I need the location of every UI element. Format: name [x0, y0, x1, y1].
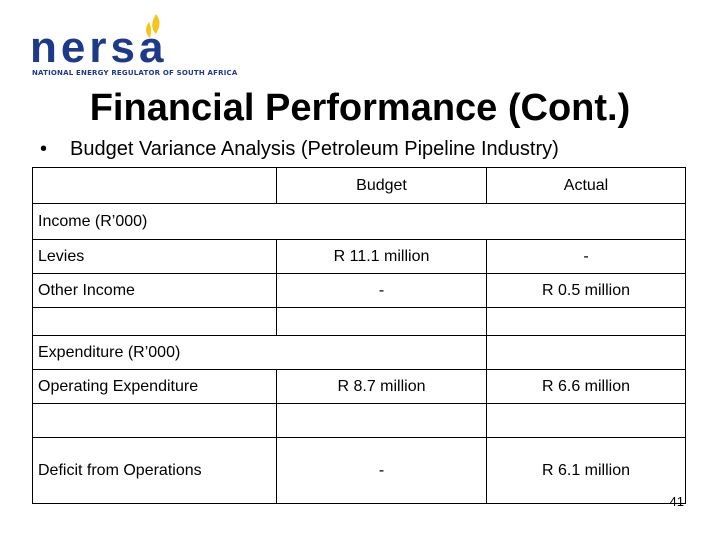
header-blank-cell — [33, 168, 277, 204]
expenditure-section-label: Expenditure (R’000) — [33, 336, 487, 370]
table-row — [33, 240, 686, 274]
header-budget: Budget — [277, 168, 487, 204]
table-spacer-row — [33, 404, 686, 438]
slide-title: Financial Performance (Cont.) — [89, 87, 631, 129]
page-number: 41 — [669, 494, 684, 509]
income-section-label: Income (R’000) — [33, 204, 686, 240]
table-row — [33, 370, 686, 404]
levies-budget: R 11.1 million — [277, 240, 487, 274]
header-actual: Actual — [487, 168, 686, 204]
bullet-dot-icon: • — [40, 138, 48, 160]
nersa-logo-mark — [28, 12, 218, 68]
nersa-logo — [28, 12, 238, 78]
other-income-budget: - — [277, 274, 487, 308]
levies-label: Levies — [33, 240, 277, 274]
deficit-budget: - — [277, 438, 487, 504]
budget-variance-table — [32, 167, 686, 504]
deficit-actual: R 6.1 million — [487, 438, 686, 504]
table-header-row — [33, 168, 686, 204]
income-section-row — [33, 204, 686, 240]
nersa-subtitle: NATIONAL ENERGY REGULATOR OF SOUTH AFRICA — [32, 69, 238, 77]
spacer-cell — [487, 308, 686, 336]
operating-expenditure-actual: R 6.6 million — [487, 370, 686, 404]
spacer-cell — [487, 404, 686, 438]
operating-expenditure-label: Operating Expenditure — [33, 370, 277, 404]
bullet-text: Budget Variance Analysis (Petroleum Pipeline Industry) — [70, 138, 559, 160]
bullet-item — [40, 137, 559, 161]
table-row — [33, 438, 686, 504]
other-income-actual: R 0.5 million — [487, 274, 686, 308]
operating-expenditure-budget: R 8.7 million — [277, 370, 487, 404]
table-row — [33, 274, 686, 308]
other-income-label: Other Income — [33, 274, 277, 308]
spacer-cell — [487, 336, 686, 370]
levies-actual: - — [487, 240, 686, 274]
deficit-label: Deficit from Operations — [33, 438, 277, 504]
spacer-cell — [33, 308, 277, 336]
spacer-cell — [277, 308, 487, 336]
expenditure-section-row — [33, 336, 686, 370]
spacer-cell — [277, 404, 487, 438]
table-spacer-row — [33, 308, 686, 336]
nersa-wordmark: nersa — [30, 23, 168, 68]
spacer-cell — [33, 404, 277, 438]
